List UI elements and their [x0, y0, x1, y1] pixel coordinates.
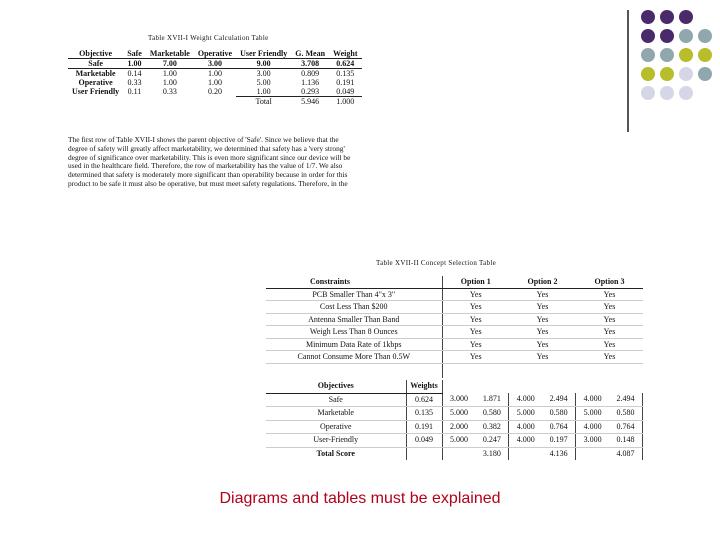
objective-label: Operative [266, 420, 406, 434]
objective-label: Safe [266, 393, 406, 407]
constraint-value: Yes [509, 288, 576, 301]
score-cell: 0.764 [609, 420, 642, 434]
constraint-value: Yes [576, 338, 643, 351]
decorative-divider [627, 10, 629, 132]
table-cell: 3.00 [256, 69, 271, 78]
table-cell: 0.191 [336, 78, 355, 87]
table-cell: 1.00 [162, 69, 177, 78]
weights-header: Weights [406, 380, 442, 393]
paragraph-line: used in the healthcare field. Therefore, the row of marketability has the value of 1/7. We also [68, 161, 343, 171]
constraint-label: PCB Smaller Than 4"x 3" [266, 288, 442, 301]
table-cell: 3.00 [194, 59, 236, 69]
constraint-value: Yes [576, 313, 643, 326]
option-header: Option 1 [442, 276, 509, 288]
total-score-label: Total Score [266, 447, 406, 460]
table-row [68, 59, 362, 69]
decorative-dot [679, 67, 693, 81]
decorative-dot [641, 10, 655, 24]
objective-row [266, 434, 643, 448]
paragraph-line: degree of significance over marketability. This is even more significant since our device will be [68, 152, 351, 162]
table-cell: 0.33 [162, 87, 177, 97]
objective-row [266, 407, 643, 421]
score-cell: 2.494 [542, 393, 575, 407]
decorative-dot [679, 86, 693, 100]
decorative-dot [660, 67, 674, 81]
constraint-row [266, 351, 643, 364]
score-cell: 4.000 [509, 434, 542, 448]
score-cell: 5.000 [509, 407, 542, 421]
score-cell: 0.247 [475, 434, 508, 448]
constraint-value: Yes [442, 351, 509, 364]
option-header: Option 3 [576, 276, 643, 288]
decorative-dot [660, 10, 674, 24]
constraint-label: Weigh Less Than 8 Ounces [266, 326, 442, 339]
table-cell: 1.00 [207, 78, 222, 87]
table-cell: 1.00 [162, 78, 177, 87]
table-cell: 0.14 [127, 69, 142, 78]
decorative-dot [660, 48, 674, 62]
objective-weight: 0.049 [406, 434, 442, 448]
slide-caption: Diagrams and tables must be explained [219, 490, 501, 507]
paragraph-line: product to be safe it must also be operative, but must meet safety regulations. Therefore, in the [68, 178, 348, 188]
total-mean: 5.946 [291, 97, 329, 107]
total-score-value: 4.136 [542, 447, 575, 460]
constraint-row [266, 288, 643, 301]
score-cell: 0.580 [475, 407, 508, 421]
constraint-value: Yes [576, 288, 643, 301]
objective-label: Marketable [266, 407, 406, 421]
paragraph-line: degree of safety will greatly affect marketability, we determined that safety has a 'very strong' [68, 143, 345, 153]
constraint-value: Yes [509, 351, 576, 364]
decorative-dot [660, 86, 674, 100]
score-cell: 2.494 [609, 393, 642, 407]
constraint-value: Yes [442, 326, 509, 339]
constraint-value: Yes [576, 351, 643, 364]
constraint-value: Yes [442, 313, 509, 326]
score-cell: 2.000 [442, 420, 475, 434]
objective-row [266, 420, 643, 434]
score-cell: 1.871 [475, 393, 508, 407]
decorative-dot [641, 48, 655, 62]
constraint-row [266, 326, 643, 339]
table-cell: 9.00 [236, 59, 291, 69]
score-cell: 0.148 [609, 434, 642, 448]
row-header: Safe [68, 59, 123, 69]
decorative-dot [679, 10, 693, 24]
score-cell: 0.382 [475, 420, 508, 434]
paragraph-line: determined that safety is moderately more significant than operability because in order for this [68, 170, 348, 180]
total-score-value: 4.087 [609, 447, 642, 460]
table-row [68, 87, 362, 97]
constraint-value: Yes [576, 326, 643, 339]
constraint-row [266, 313, 643, 326]
table-cell: 0.11 [127, 87, 142, 97]
constraint-value: Yes [509, 301, 576, 314]
constraint-row [266, 301, 643, 314]
constraint-value: Yes [509, 338, 576, 351]
table-cell: 1.00 [123, 59, 146, 69]
constraint-value: Yes [442, 301, 509, 314]
score-cell: 3.000 [576, 434, 609, 448]
decorative-dot [641, 29, 655, 43]
constraint-value: Yes [442, 338, 509, 351]
decorative-dot [679, 48, 693, 62]
total-score-row [266, 447, 643, 460]
table-cell: 0.809 [301, 69, 320, 78]
decorative-dot [698, 48, 712, 62]
constraint-value: Yes [509, 313, 576, 326]
concept-table-title: Table XVII-II Concept Selection Table [376, 259, 497, 267]
explanation-paragraph [68, 136, 388, 189]
constraint-value: Yes [509, 326, 576, 339]
decorative-dot [698, 29, 712, 43]
score-cell: 3.000 [442, 393, 475, 407]
constraints-table [266, 276, 643, 378]
table-cell: 0.20 [207, 87, 222, 97]
table-cell: 1.00 [207, 69, 222, 78]
weight-calculation-table [68, 49, 362, 106]
table-cell: 0.33 [127, 78, 142, 87]
table-row [68, 78, 362, 87]
constraint-value: Yes [576, 301, 643, 314]
column-header: Objective [68, 49, 123, 59]
total-row [68, 97, 362, 107]
constraint-value: Yes [442, 288, 509, 301]
table-cell: 3.708 [291, 59, 329, 69]
column-header: Weight [329, 49, 361, 59]
score-cell: 4.000 [576, 393, 609, 407]
decorative-dot [660, 29, 674, 43]
weight-table-title: Table XVII-I Weight Calculation Table [148, 34, 269, 42]
objectives-table [266, 380, 643, 460]
decorative-dot [679, 29, 693, 43]
score-cell: 5.000 [442, 407, 475, 421]
total-label: Total [236, 97, 291, 107]
total-weight: 1.000 [329, 97, 361, 107]
spacer-row [266, 363, 643, 378]
row-header: Marketable [75, 69, 116, 78]
score-cell: 0.764 [542, 420, 575, 434]
option-header: Option 2 [509, 276, 576, 288]
score-cell: 4.000 [576, 420, 609, 434]
row-header: User Friendly [72, 87, 120, 97]
decorative-dot [698, 67, 712, 81]
objectives-header: Objectives [266, 380, 406, 393]
decorative-dot [641, 86, 655, 100]
score-cell: 5.000 [576, 407, 609, 421]
objective-label: User-Friendly [266, 434, 406, 448]
column-header: User Friendly [236, 49, 291, 59]
constraint-label: Antenna Smaller Than Band [266, 313, 442, 326]
table-cell: 7.00 [146, 59, 194, 69]
column-header: G. Mean [291, 49, 329, 59]
table-cell: 0.624 [329, 59, 361, 69]
decorative-dot [641, 67, 655, 81]
paragraph-line: The first row of Table XVII-I shows the parent objective of 'Safe'. Since we believe that the [68, 135, 339, 144]
column-header: Safe [123, 49, 146, 59]
score-cell: 0.580 [609, 407, 642, 421]
score-cell: 4.000 [509, 393, 542, 407]
row-header: Operative [78, 78, 113, 87]
constraint-label: Minimum Data Rate of 1kbps [266, 338, 442, 351]
table-row [68, 69, 362, 79]
constraint-label: Cost Less Than $200 [266, 301, 442, 314]
table-cell: 0.135 [336, 69, 355, 78]
table-cell: 0.049 [336, 87, 355, 96]
score-cell: 4.000 [509, 420, 542, 434]
objective-weight: 0.191 [406, 420, 442, 434]
score-cell: 0.580 [542, 407, 575, 421]
constraint-row [266, 338, 643, 351]
objective-row [266, 393, 643, 407]
constraints-header: Constraints [266, 276, 442, 288]
table-cell: 5.00 [256, 78, 271, 87]
table-cell: 1.136 [301, 78, 320, 87]
objective-weight: 0.624 [406, 393, 442, 407]
total-score-value: 3.180 [475, 447, 508, 460]
table-cell: 1.00 [256, 87, 271, 96]
score-cell: 0.197 [542, 434, 575, 448]
column-header: Marketable [146, 49, 194, 59]
score-cell: 5.000 [442, 434, 475, 448]
table-cell: 0.293 [301, 87, 320, 96]
constraint-label: Cannot Consume More Than 0.5W [266, 351, 442, 364]
objective-weight: 0.135 [406, 407, 442, 421]
column-header: Operative [194, 49, 236, 59]
